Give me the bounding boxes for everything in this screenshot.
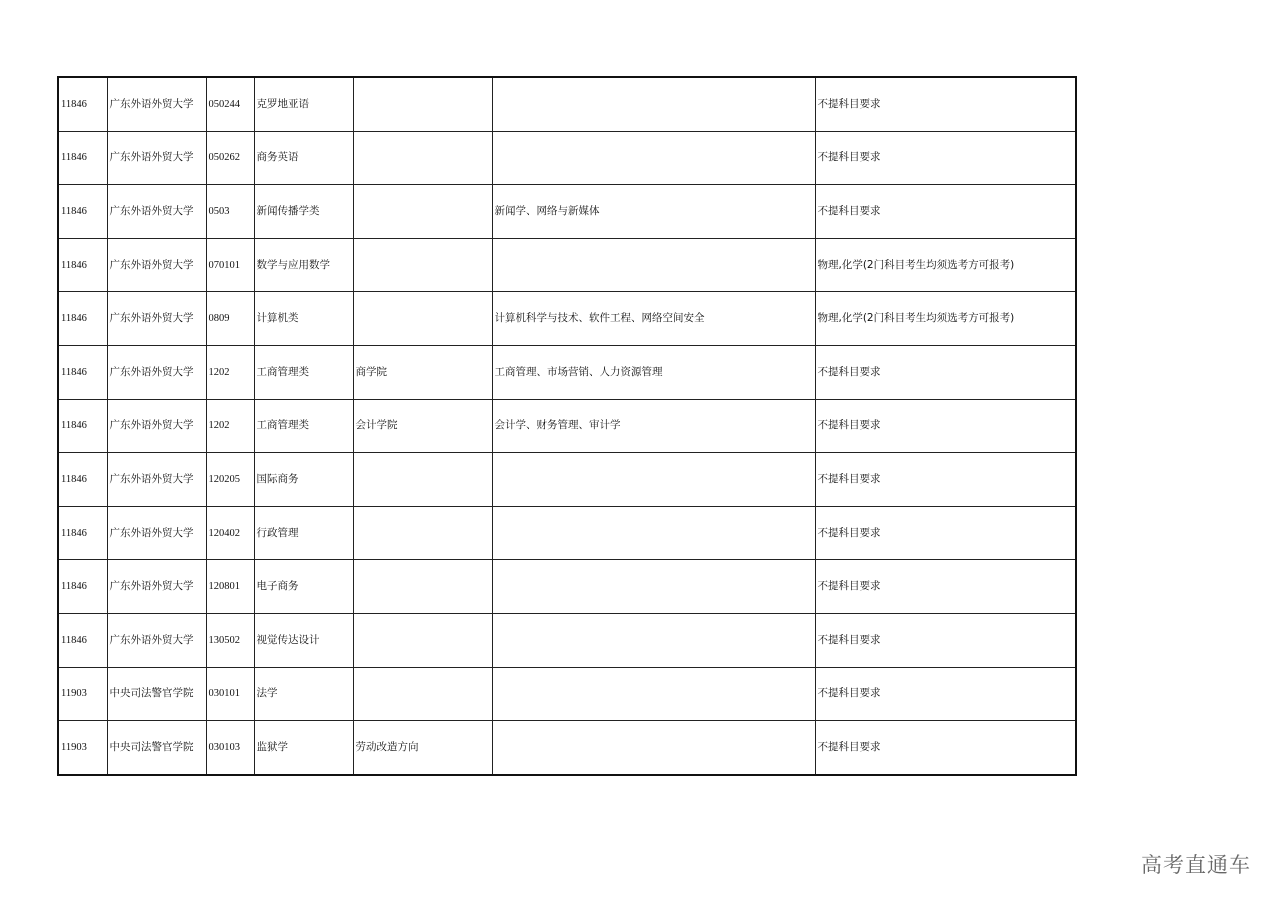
subject-requirement-cell: 不提科目要求 <box>815 345 1076 399</box>
subject-requirement-cell: 不提科目要求 <box>815 613 1076 667</box>
major-code-cell: 130502 <box>206 613 254 667</box>
school-name-cell: 广东外语外贸大学 <box>107 560 206 614</box>
table-row <box>58 185 1076 239</box>
major-name-cell: 法学 <box>254 667 353 721</box>
college-cell <box>353 77 492 131</box>
subject-requirement-cell: 不提科目要求 <box>815 506 1076 560</box>
major-code-cell: 120801 <box>206 560 254 614</box>
included-majors-cell: 新闻学、网络与新媒体 <box>492 185 815 239</box>
table-row <box>58 345 1076 399</box>
school-code-cell: 11846 <box>58 560 107 614</box>
included-majors-cell <box>492 721 815 775</box>
major-name-cell: 商务英语 <box>254 131 353 185</box>
included-majors-cell <box>492 77 815 131</box>
school-code-cell: 11846 <box>58 185 107 239</box>
subject-requirement-cell: 不提科目要求 <box>815 560 1076 614</box>
included-majors-cell: 会计学、财务管理、审计学 <box>492 399 815 453</box>
school-code-cell: 11846 <box>58 238 107 292</box>
subject-requirement-cell: 不提科目要求 <box>815 721 1076 775</box>
major-name-cell: 新闻传播学类 <box>254 185 353 239</box>
included-majors-cell: 工商管理、市场营销、人力资源管理 <box>492 345 815 399</box>
school-name-cell: 广东外语外贸大学 <box>107 77 206 131</box>
school-code-cell: 11846 <box>58 453 107 507</box>
major-code-cell: 070101 <box>206 238 254 292</box>
subject-requirement-cell: 物理,化学(2门科目考生均须选考方可报考) <box>815 238 1076 292</box>
major-name-cell: 视觉传达设计 <box>254 613 353 667</box>
major-name-cell: 工商管理类 <box>254 399 353 453</box>
school-code-cell: 11846 <box>58 506 107 560</box>
school-code-cell: 11846 <box>58 613 107 667</box>
school-code-cell: 11903 <box>58 667 107 721</box>
table-row <box>58 721 1076 775</box>
table-row <box>58 506 1076 560</box>
school-name-cell: 广东外语外贸大学 <box>107 238 206 292</box>
subject-requirement-cell: 不提科目要求 <box>815 667 1076 721</box>
school-name-cell: 广东外语外贸大学 <box>107 506 206 560</box>
subject-requirement-cell: 物理,化学(2门科目考生均须选考方可报考) <box>815 292 1076 346</box>
table-row <box>58 399 1076 453</box>
college-cell <box>353 667 492 721</box>
major-code-cell: 030101 <box>206 667 254 721</box>
major-code-cell: 0809 <box>206 292 254 346</box>
table-row <box>58 613 1076 667</box>
school-code-cell: 11846 <box>58 399 107 453</box>
major-code-cell: 120205 <box>206 453 254 507</box>
college-cell: 劳动改造方向 <box>353 721 492 775</box>
included-majors-cell <box>492 667 815 721</box>
major-name-cell: 电子商务 <box>254 560 353 614</box>
included-majors-cell <box>492 131 815 185</box>
included-majors-cell: 计算机科学与技术、软件工程、网络空间安全 <box>492 292 815 346</box>
college-cell: 商学院 <box>353 345 492 399</box>
included-majors-cell <box>492 453 815 507</box>
school-code-cell: 11846 <box>58 77 107 131</box>
college-cell <box>353 560 492 614</box>
major-name-cell: 计算机类 <box>254 292 353 346</box>
school-name-cell: 中央司法警官学院 <box>107 667 206 721</box>
school-code-cell: 11903 <box>58 721 107 775</box>
major-code-cell: 050244 <box>206 77 254 131</box>
school-name-cell: 广东外语外贸大学 <box>107 399 206 453</box>
major-name-cell: 克罗地亚语 <box>254 77 353 131</box>
major-code-cell: 0503 <box>206 185 254 239</box>
school-name-cell: 广东外语外贸大学 <box>107 345 206 399</box>
college-cell <box>353 506 492 560</box>
college-cell <box>353 238 492 292</box>
subject-requirement-cell: 不提科目要求 <box>815 185 1076 239</box>
school-code-cell: 11846 <box>58 292 107 346</box>
school-name-cell: 广东外语外贸大学 <box>107 185 206 239</box>
school-name-cell: 广东外语外贸大学 <box>107 131 206 185</box>
table-row <box>58 560 1076 614</box>
table-row <box>58 77 1076 131</box>
table-row <box>58 238 1076 292</box>
watermark: 高考直通车 <box>1141 853 1251 877</box>
major-code-cell: 1202 <box>206 345 254 399</box>
college-cell <box>353 131 492 185</box>
major-code-cell: 1202 <box>206 399 254 453</box>
major-code-cell: 050262 <box>206 131 254 185</box>
college-cell <box>353 185 492 239</box>
school-name-cell: 广东外语外贸大学 <box>107 292 206 346</box>
college-cell: 会计学院 <box>353 399 492 453</box>
table-row <box>58 292 1076 346</box>
college-cell <box>353 453 492 507</box>
table-row <box>58 131 1076 185</box>
major-name-cell: 工商管理类 <box>254 345 353 399</box>
included-majors-cell <box>492 560 815 614</box>
college-cell <box>353 292 492 346</box>
major-code-cell: 030103 <box>206 721 254 775</box>
included-majors-cell <box>492 238 815 292</box>
table-row <box>58 453 1076 507</box>
school-name-cell: 广东外语外贸大学 <box>107 613 206 667</box>
subject-requirements-table <box>57 76 1077 776</box>
school-code-cell: 11846 <box>58 345 107 399</box>
school-code-cell: 11846 <box>58 131 107 185</box>
table-row <box>58 667 1076 721</box>
major-name-cell: 监狱学 <box>254 721 353 775</box>
school-name-cell: 中央司法警官学院 <box>107 721 206 775</box>
included-majors-cell <box>492 613 815 667</box>
included-majors-cell <box>492 506 815 560</box>
subject-requirement-cell: 不提科目要求 <box>815 453 1076 507</box>
major-name-cell: 国际商务 <box>254 453 353 507</box>
school-name-cell: 广东外语外贸大学 <box>107 453 206 507</box>
major-code-cell: 120402 <box>206 506 254 560</box>
college-cell <box>353 613 492 667</box>
major-name-cell: 行政管理 <box>254 506 353 560</box>
subject-requirement-cell: 不提科目要求 <box>815 399 1076 453</box>
major-name-cell: 数学与应用数学 <box>254 238 353 292</box>
table-body <box>58 77 1076 775</box>
subject-requirement-cell: 不提科目要求 <box>815 77 1076 131</box>
subject-requirement-cell: 不提科目要求 <box>815 131 1076 185</box>
